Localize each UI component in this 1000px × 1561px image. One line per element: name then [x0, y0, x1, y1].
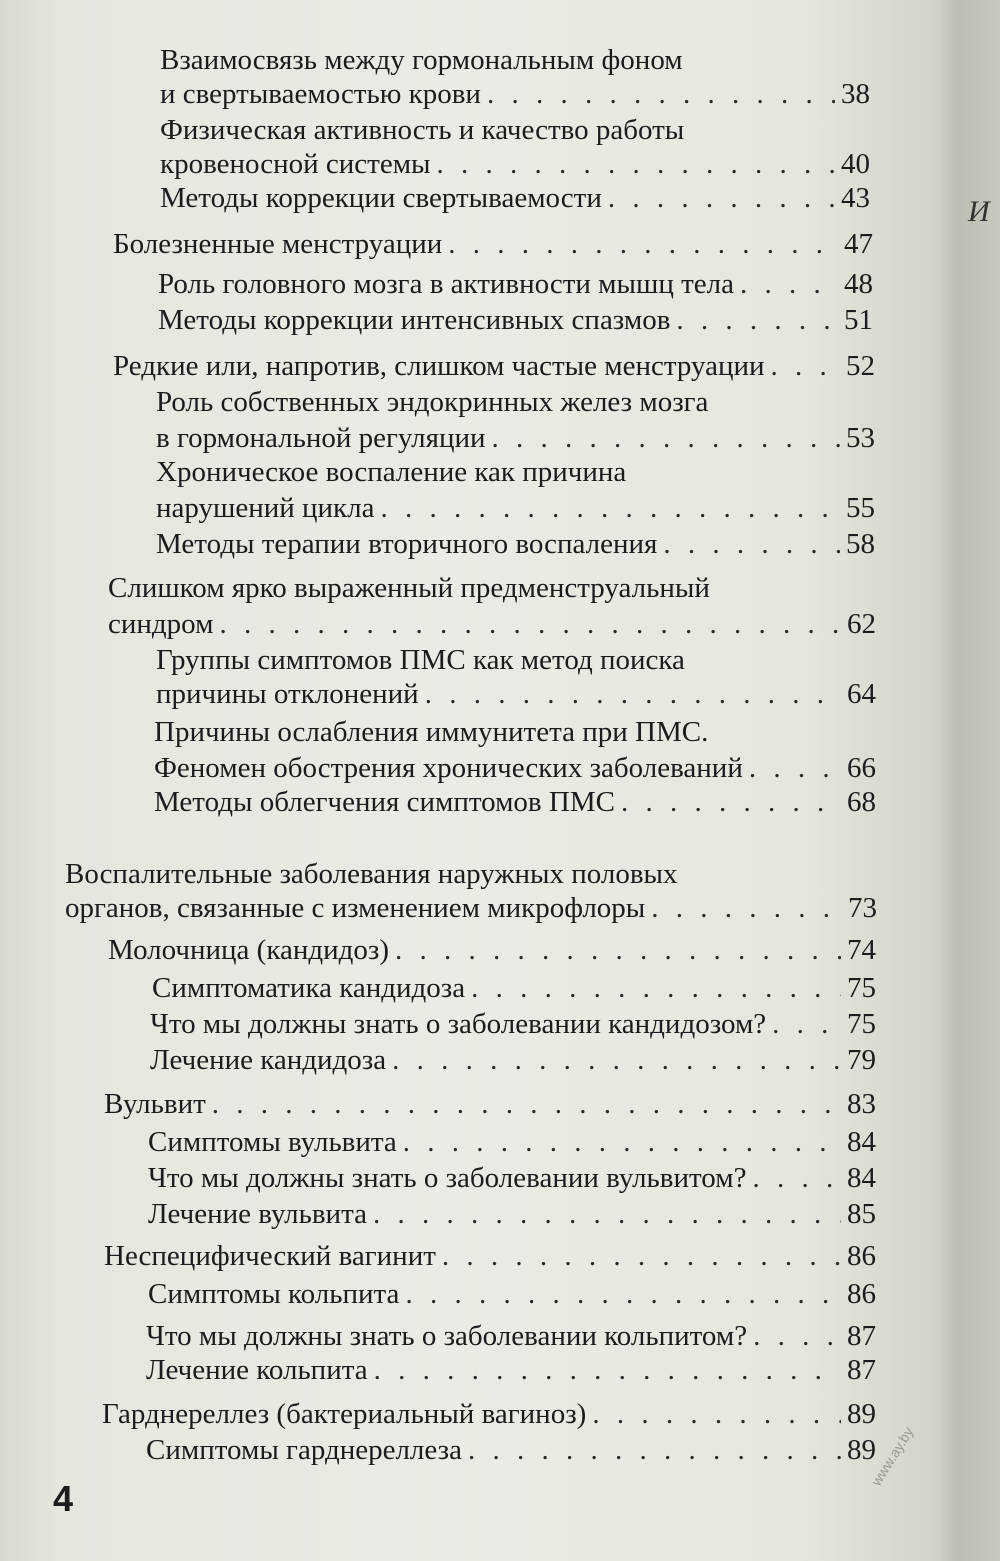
toc-entry	[150, 1042, 876, 1078]
toc-entry	[154, 714, 854, 750]
toc-entry	[146, 1318, 876, 1354]
toc-entry-title: Молочница (кандидоз)	[108, 934, 390, 966]
toc-entry	[146, 1432, 876, 1468]
toc-entry	[65, 856, 865, 892]
toc-entry-title: Слишком ярко выраженный предменструальный	[108, 572, 710, 604]
toc-entry	[150, 1006, 876, 1042]
toc-entry	[108, 570, 868, 606]
toc-entry-page: 40	[841, 148, 870, 180]
toc-entry	[156, 384, 856, 420]
toc-entry	[102, 1396, 876, 1432]
toc-entry-page: 73	[848, 892, 877, 924]
toc-entry	[156, 642, 856, 678]
toc-entry-title: Лечение вульвита	[148, 1198, 367, 1230]
toc-entry-title: Роль собственных эндокринных желез мозга	[156, 386, 709, 418]
toc-entry-title: Что мы должны знать о заболевании кандидозом?	[150, 1008, 767, 1040]
toc-entry-page: 89	[847, 1434, 876, 1466]
toc-entry-title: синдром	[108, 608, 214, 640]
toc-entry	[156, 526, 875, 562]
toc-entry-page: 38	[841, 78, 870, 110]
toc-entry-title: и свертываемостью крови	[160, 78, 481, 110]
toc-entry-page: 89	[847, 1398, 876, 1430]
toc-entry	[160, 76, 870, 112]
toc-entry-title: Группы симптомов ПМС как метод поиска	[156, 644, 685, 676]
toc-entry-title: Методы терапии вторичного воспаления	[156, 528, 658, 560]
toc-entry	[158, 302, 873, 338]
toc-entry-page: 85	[847, 1198, 876, 1230]
toc-entry-title: Что мы должны знать о заболевании кольпитом?	[146, 1320, 748, 1352]
toc-entry-title: Лечение кольпита	[146, 1354, 368, 1386]
page-number: 4	[53, 1478, 74, 1519]
toc-entry-page: 84	[847, 1162, 876, 1194]
toc-entry-page: 83	[847, 1088, 876, 1120]
toc-entry-title: кровеносной системы	[160, 148, 431, 180]
toc-entry	[156, 490, 875, 526]
toc-entry	[113, 226, 873, 262]
toc-entry-title: Причины ослабления иммунитета при ПМС.	[154, 716, 709, 748]
toc-entry	[113, 348, 875, 384]
adjacent-page-fragment: И	[968, 195, 990, 228]
toc-entry-title: Роль головного мозга в активности мышц тела	[158, 268, 734, 300]
toc-entry	[156, 420, 875, 456]
toc-entry-page: 62	[847, 608, 876, 640]
toc-entry	[160, 146, 870, 182]
toc-entry	[158, 266, 873, 302]
toc-entry-page: 68	[847, 786, 876, 818]
toc-entry	[160, 112, 860, 148]
toc-entry-title: Неспецифический вагинит	[104, 1240, 436, 1272]
toc-entry	[160, 180, 870, 216]
toc-entry-title: Лечение кандидоза	[150, 1044, 387, 1076]
toc-entry-title: Вульвит	[104, 1088, 206, 1120]
toc-entry	[148, 1124, 876, 1160]
toc-entry-title: Гарднереллез (бактериальный вагиноз)	[102, 1398, 587, 1430]
toc-entry-title: причины отклонений	[156, 678, 419, 710]
toc-entry	[154, 784, 876, 820]
toc-entry-page: 75	[847, 1008, 876, 1040]
toc-entry-page: 87	[847, 1354, 876, 1386]
toc-entry-page: 87	[847, 1320, 876, 1352]
toc-entry-page: 48	[844, 268, 873, 300]
toc-entry-page: 66	[847, 752, 876, 784]
toc-entry-title: Симптомы вульвита	[148, 1126, 397, 1158]
toc-entry-page: 75	[847, 972, 876, 1004]
toc-entry	[148, 1196, 876, 1232]
toc-entry-title: Воспалительные заболевания наружных половых	[65, 858, 678, 890]
toc-entry-page: 86	[847, 1278, 876, 1310]
toc-entry	[104, 1238, 876, 1274]
watermark: www.ay.by	[868, 1424, 917, 1489]
toc-entry-page: 74	[847, 934, 876, 966]
toc-entry-title: Симптомы кольпита	[148, 1278, 400, 1310]
toc-entry	[146, 1352, 876, 1388]
toc-entry-page: 64	[847, 678, 876, 710]
toc-entry-title: Методы облегчения симптомов ПМС	[154, 786, 615, 818]
toc-entry	[148, 1160, 876, 1196]
toc-entry-title: Симптомы гарднереллеза	[146, 1434, 462, 1466]
toc-entry-title: Методы коррекции интенсивных спазмов	[158, 304, 671, 336]
toc-entry-title: Редкие или, напротив, слишком частые менструации	[113, 350, 765, 382]
toc-entry-page: 79	[847, 1044, 876, 1076]
toc-entry	[104, 1086, 876, 1122]
toc-entry-page: 47	[844, 228, 873, 260]
toc-entry	[160, 42, 860, 78]
toc-entry-page: 86	[847, 1240, 876, 1272]
toc-entry-page: 52	[846, 350, 875, 382]
next-page-edge	[940, 0, 1000, 1561]
toc-entry	[156, 454, 856, 490]
toc-entry-title: Что мы должны знать о заболевании вульвитом?	[148, 1162, 747, 1194]
toc-entry-title: нарушений цикла	[156, 492, 375, 524]
toc-entry-title: Физическая активность и качество работы	[160, 114, 685, 146]
toc-entry	[148, 1276, 876, 1312]
toc-entry	[65, 890, 877, 926]
toc-entry-title: Феномен обострения хронических заболеваний	[154, 752, 743, 784]
toc-entry	[152, 970, 876, 1006]
toc-entry	[108, 932, 876, 968]
toc-entry-title: Взаимосвязь между гормональным фоном	[160, 44, 683, 76]
toc-entry	[154, 750, 876, 786]
toc-entry-title: Симптоматика кандидоза	[152, 972, 466, 1004]
toc-entry-title: органов, связанные с изменением микрофлоры	[65, 892, 646, 924]
toc-entry-page: 43	[841, 182, 870, 214]
toc-entry-page: 51	[844, 304, 873, 336]
toc-entry-page: 84	[847, 1126, 876, 1158]
toc-entry-page: 55	[846, 492, 875, 524]
toc-entry	[156, 676, 876, 712]
toc-entry-page: 58	[846, 528, 875, 560]
toc-entry	[108, 606, 876, 642]
toc-entry-title: Хроническое воспаление как причина	[156, 456, 627, 488]
toc-entry-title: Болезненные менструации	[113, 228, 443, 260]
toc-entry-title: в гормональной регуляции	[156, 422, 486, 454]
toc-entry-title: Методы коррекции свертываемости	[160, 182, 602, 214]
toc-entry-page: 53	[846, 422, 875, 454]
